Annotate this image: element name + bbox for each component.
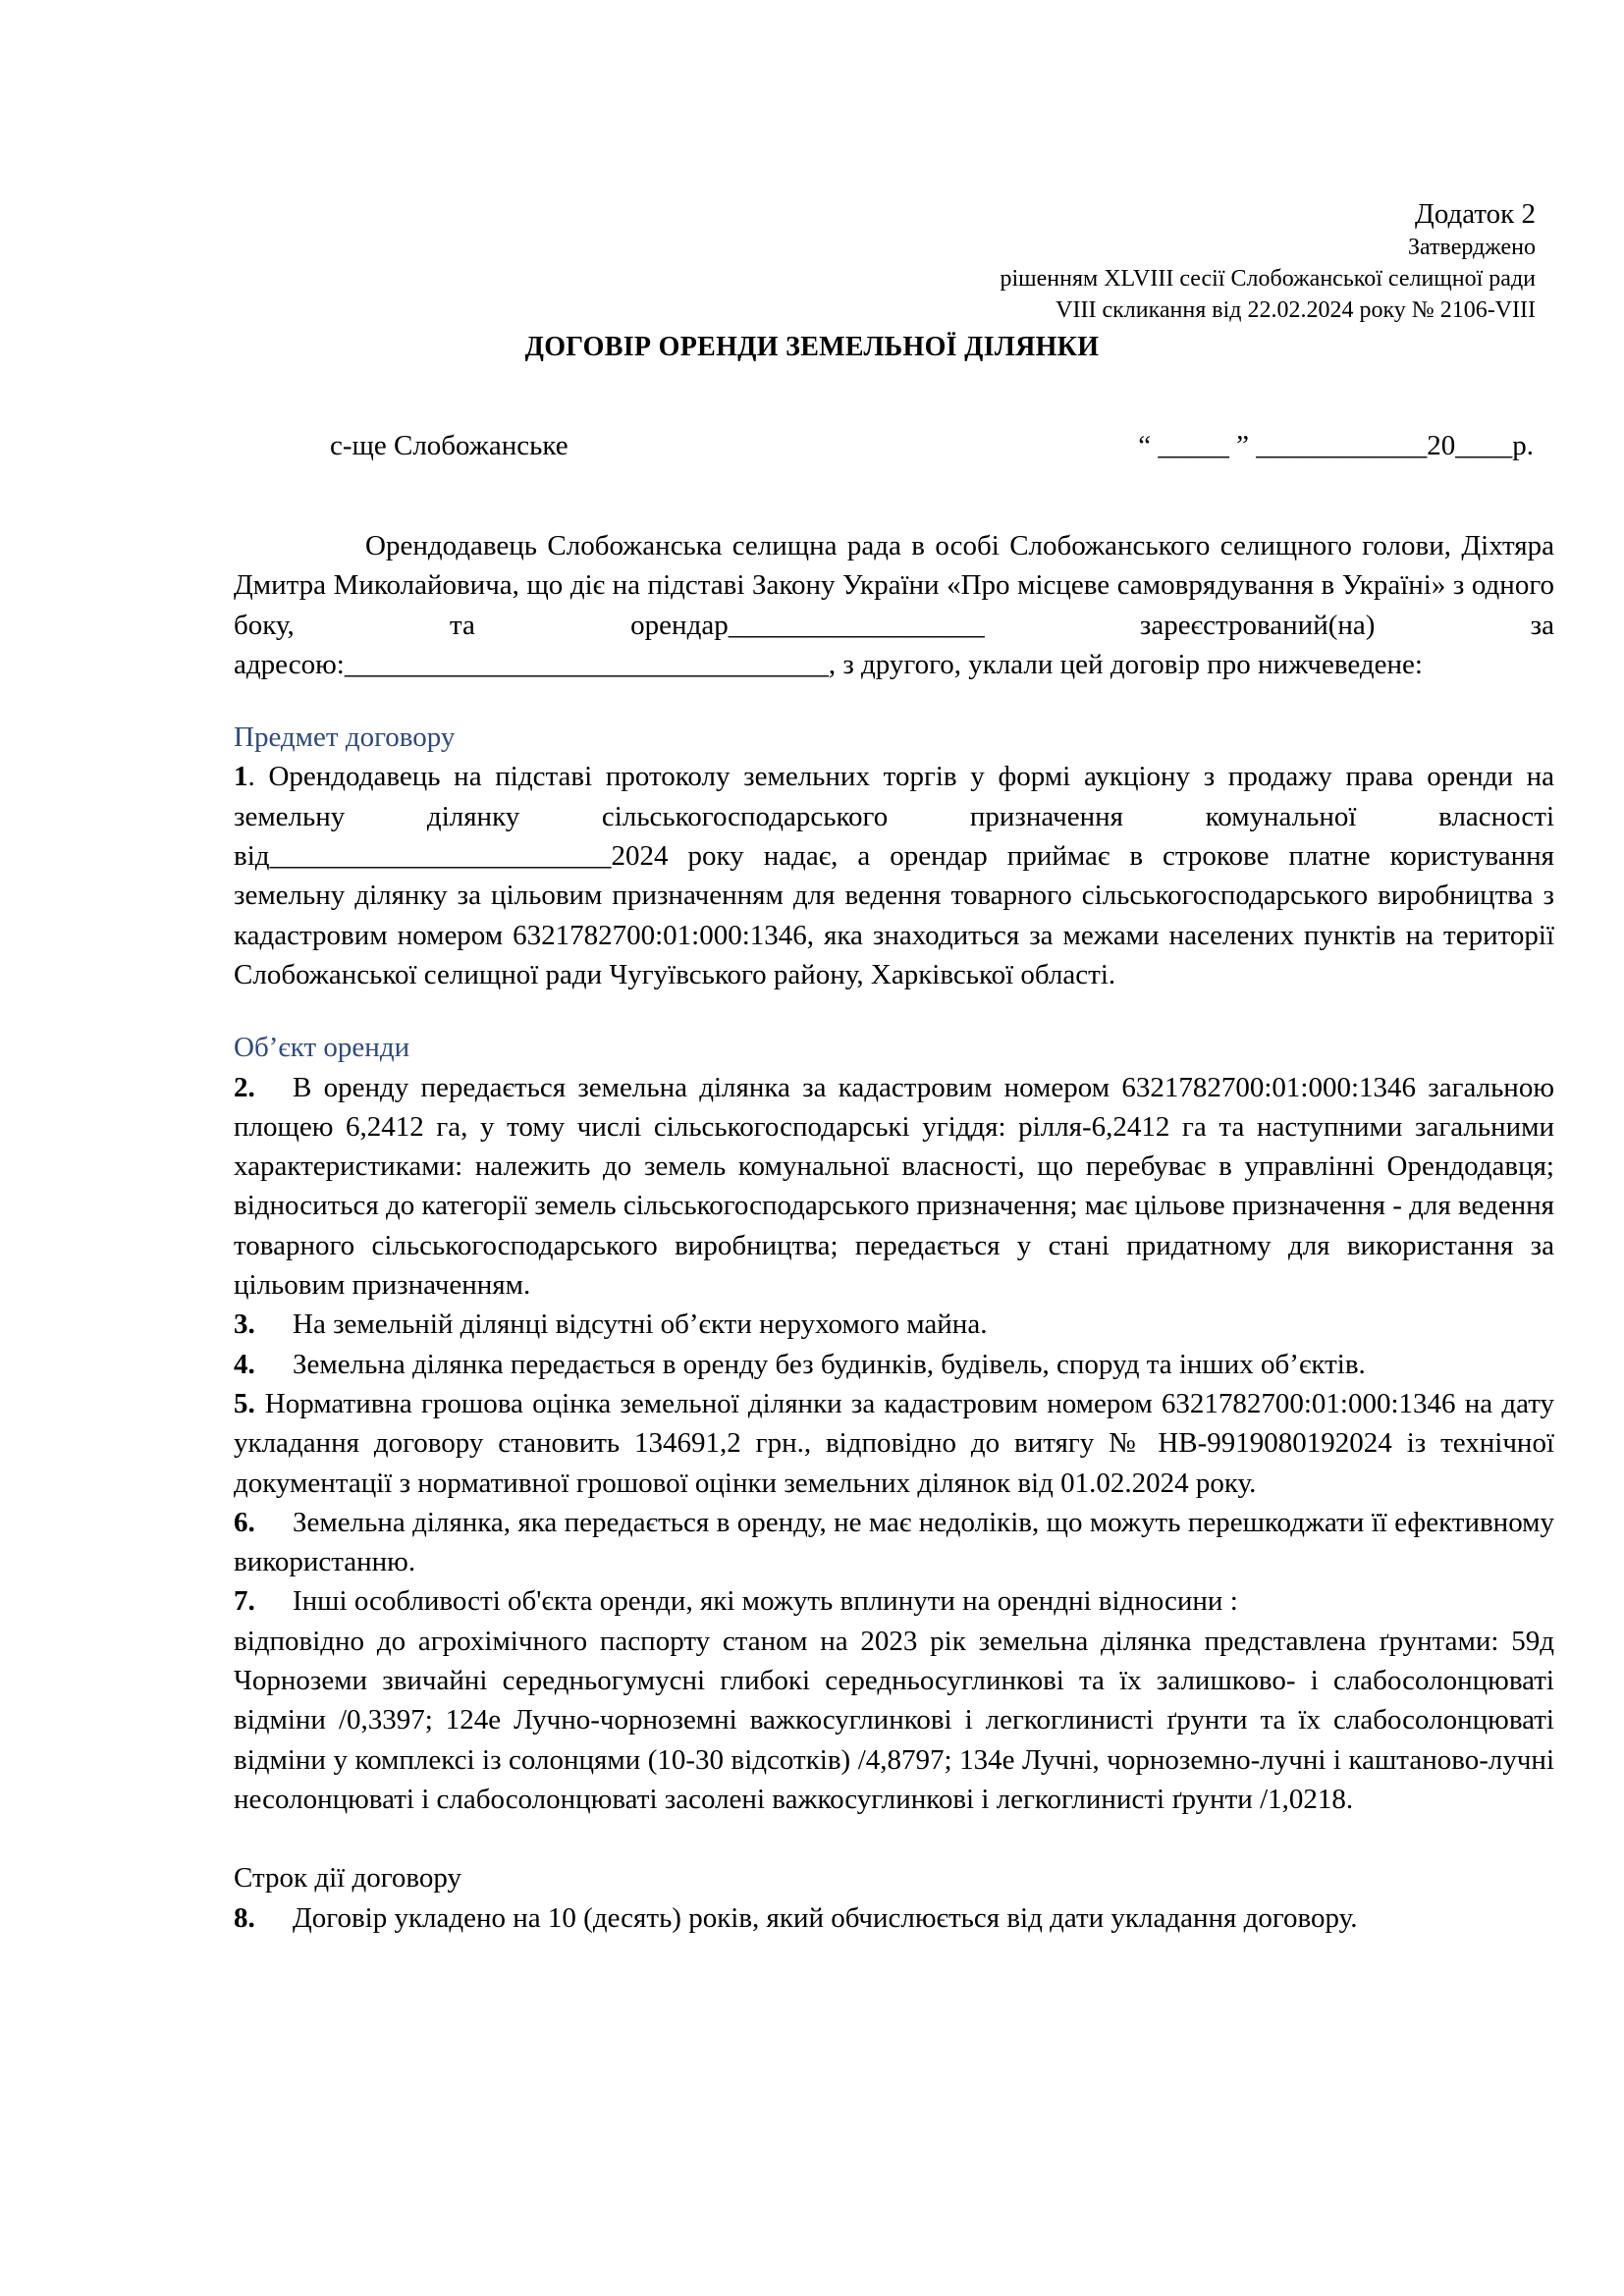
clause-number: 3. (234, 1308, 255, 1341)
clause-text: На земельній ділянці відсутні об’єкти нерухомого майна. (293, 1308, 988, 1341)
clause-number: 1 (234, 761, 248, 793)
contract-place: с-ще Слобожанське (330, 430, 568, 461)
decision-line-1: рішенням XLVIII сесії Слобожанської селищної ради (1000, 266, 1536, 292)
appendix-label: Додаток 2 (1415, 198, 1536, 230)
clause-text: Договір укладено на 10 (десять) років, який обчислюється від дати укладання договору. (293, 1901, 1358, 1934)
clause-number: 2. (234, 1071, 255, 1103)
clause-8 (234, 1898, 1554, 1938)
clause-text: . Орендодавець на підставі протоколу земельних торгів у формі аукціону з продажу права оренди на земельну ділянку сільськогосподарського призначення комунальної власності від________________________2024 року надає, а орендар приймає в строкове платне користування земельну ділянку за цільовим призначенням для ведення товарного сільськогосподарського виробництва з кадастровим номером 6321782700:01:000:1346, яка знаходиться за межами населених пунктів на території Слобожанської селищної ради Чугуївського району, Харківської області. (234, 761, 1554, 990)
clause-1 (234, 757, 1554, 994)
section-heading-term: Строк дії договору (234, 1862, 461, 1895)
clause-text: Інші особливості об'єкта оренди, які можуть вплинути на орендні відносини : (293, 1585, 1238, 1618)
clause-number: 4. (234, 1348, 255, 1380)
clause-text: В оренду передається земельна ділянка за кадастровим номером 6321782700:01:000:1346 загальною площею 6,2412 га, у тому числі сільськогосподарські угіддя: рілля-6,2412 га та наступними загальними характеристиками: належить до земель комунальної власності, що перебуває в управлінні Орендодавця; відноситься до категорії земель сільськогосподарського призначення; має цільове призначення - для ведення товарного сільськогосподарського виробництва; передається у стані придатному для використання за цільовим призначенням. (234, 1071, 1554, 1302)
clause-number: 6. (234, 1506, 255, 1538)
clause-2 (234, 1068, 1554, 1306)
contract-body (234, 526, 1554, 1938)
section-heading-subject: Предмет договору (234, 721, 456, 754)
clause-6 (234, 1503, 1554, 1582)
clause-text: Земельна ділянка, яка передається в оренду, не має недоліків, що можуть перешкоджати її ефективному використанню. (234, 1506, 1554, 1578)
clause-4 (234, 1345, 1554, 1384)
clause-text: Земельна ділянка передається в оренду без будинків, будівель, споруд та інших об’єктів. (293, 1348, 1366, 1380)
approval-header (1001, 196, 1537, 326)
clause-number: 5. (234, 1387, 255, 1419)
clause-5 (234, 1384, 1554, 1503)
clause-7-detail: відповідно до агрохімічного паспорту станом на 2023 рік земельна ділянка представлена ґрунтами: 59д Чорноземи звичайні середньогумусні глибокі середньосуглинкові та їх залишково- і слабосолонцюваті відміни /0,3397; 124е Лучно-чорноземні важкосуглинкові і легкоглинисті ґрунти та їх слабосолонцюваті відміни у комплексі із солонцями (10-30 відсотків) /4,8797; 134е Лучні, чорноземно-лучні і каштаново-лучні несолонцюваті і слабосолонцюваті засолені важкосуглинкові і легкоглинисті ґрунти /1,0218. (234, 1625, 1554, 1815)
section-heading-object: Об’єкт оренди (234, 1032, 410, 1064)
clause-number: 7. (234, 1585, 255, 1618)
clause-7 (234, 1581, 1554, 1621)
intro-paragraph: Орендодавець Слобожанська селищна рада в особі Слобожанського селищного голови, Діхтяра Дмитра Миколайовича, що діє на підставі Закону України «Про місцеве самоврядування в Україні» з одного боку, та орендар__________________ зареєстрований(на) за адресою:__________________________________, з другого, уклали цей договір про нижчеведене: (234, 530, 1554, 680)
contract-date-line: “ _____ ” ____________20____р. (1138, 430, 1534, 461)
clause-text: Нормативна грошова оцінка земельної ділянки за кадастровим номером 6321782700:01:000:1346 на дату укладання договору становить 134691,2 грн., відповідно до витягу № НВ-9919080192024 із технічної документації з нормативної грошової оцінки земельних ділянок від 01.02.2024 року. (234, 1387, 1554, 1499)
clause-3 (234, 1305, 1554, 1344)
document-title: ДОГОВІР ОРЕНДИ ЗЕМЕЛЬНОЇ ДІЛЯНКИ (524, 332, 1100, 362)
approved-label: Затверджено (1407, 235, 1536, 260)
clause-number: 8. (234, 1901, 255, 1934)
decision-line-2: VIII скликання від 22.02.2024 року № 2106-VIII (1056, 297, 1536, 323)
